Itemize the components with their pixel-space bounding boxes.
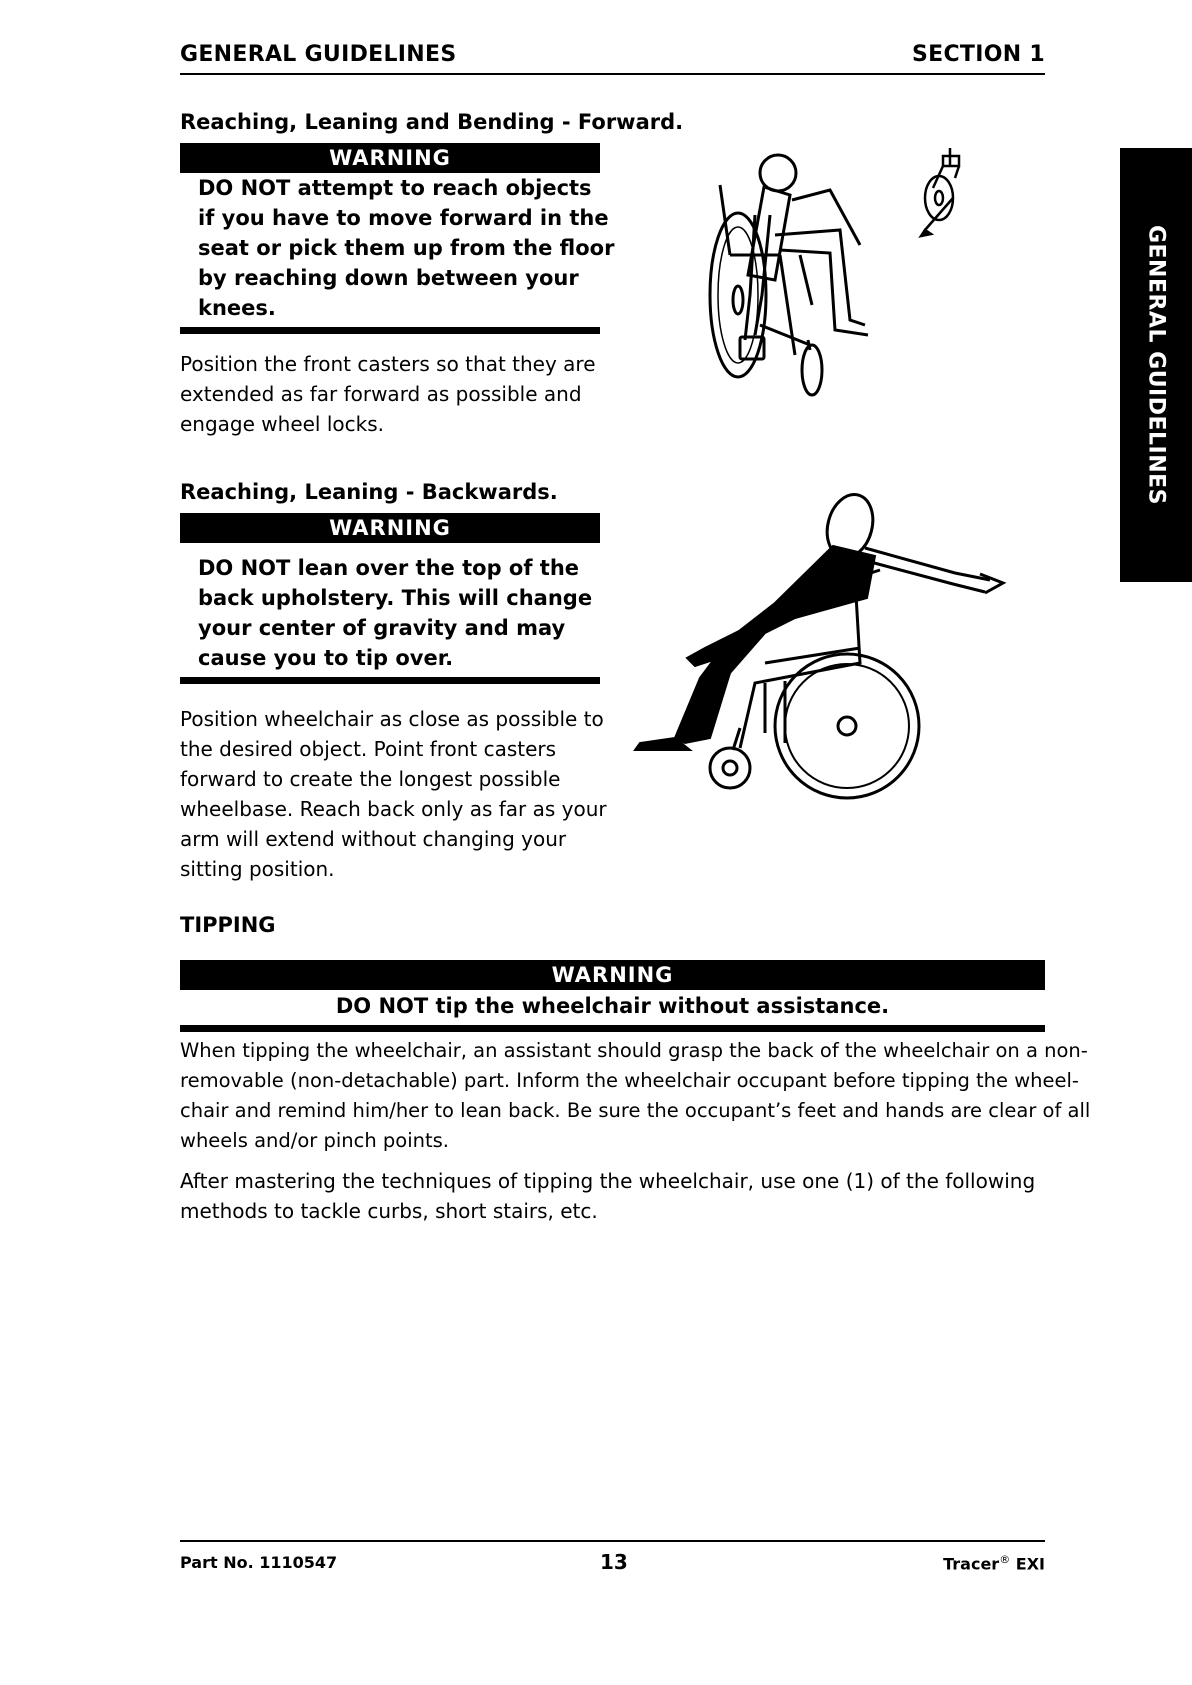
body-text-backwards xyxy=(180,704,607,884)
forward-reach-illustration xyxy=(700,145,900,405)
section-heading-forward: Reaching, Leaning and Bending - Forward. xyxy=(180,110,684,134)
product-name: Tracer xyxy=(943,1554,1000,1574)
warning-line: DO NOT lean over the top of the xyxy=(198,556,580,580)
warning-line: DO NOT attempt to reach objects xyxy=(198,176,592,200)
body-line: chair and remind him/her to lean back. Be sure the occupant’s feet and hands are clear of all xyxy=(180,1099,1091,1122)
warning-line: back upholstery. This will change xyxy=(198,586,593,610)
footer-product xyxy=(943,1553,1045,1573)
body-line: Position wheelchair as close as possible to xyxy=(180,707,604,731)
product-model: EXI xyxy=(1015,1554,1045,1574)
footer-part-number: Part No. 1110547 xyxy=(180,1553,338,1572)
body-line: Position the front casters so that they are xyxy=(180,352,596,376)
body-line: After mastering the techniques of tipping the wheelchair, use one (1) of the following xyxy=(180,1169,1036,1193)
body-line: arm will extend without changing your xyxy=(180,827,567,851)
body-line: When tipping the wheelchair, an assistant should grasp the back of the wheelchair on a non- xyxy=(180,1039,1088,1062)
warning-bar-backwards: WARNING xyxy=(180,513,600,543)
warning-bar-forward: WARNING xyxy=(180,143,600,173)
warning-line: knees. xyxy=(198,296,276,320)
warning-line: if you have to move forward in the xyxy=(198,206,609,230)
warning-line: your center of gravity and may xyxy=(198,616,566,640)
warning-text-forward xyxy=(198,173,614,323)
footer-rule xyxy=(180,1540,1045,1542)
tipping-heading: TIPPING xyxy=(180,913,276,937)
warning-line: seat or pick them up from the floor xyxy=(198,236,615,260)
side-tab-label: GENERAL GUIDELINES xyxy=(1143,224,1169,506)
side-tab xyxy=(1120,148,1192,582)
warning-text-backwards xyxy=(198,553,592,673)
body-line: removable (non-detachable) part. Inform the wheelchair occupant before tipping the wheel- xyxy=(180,1069,1079,1092)
tipping-paragraph-1 xyxy=(180,1036,1090,1156)
tipping-warning-rule xyxy=(180,1025,1045,1032)
tipping-warning-bar: WARNING xyxy=(180,960,1045,990)
warning-rule-backwards xyxy=(180,677,600,684)
body-line: extended as far forward as possible and xyxy=(180,382,582,406)
page-number: 13 xyxy=(600,1550,628,1574)
warning-rule-forward xyxy=(180,327,600,334)
registered-mark: ® xyxy=(999,1553,1011,1566)
tipping-paragraph-2 xyxy=(180,1166,1035,1226)
body-text-forward xyxy=(180,349,596,439)
tipping-warning-text: DO NOT tip the wheelchair without assistance. xyxy=(335,994,890,1018)
warning-line: by reaching down between your xyxy=(198,266,579,290)
header-left: GENERAL GUIDELINES xyxy=(180,42,457,67)
header-right: SECTION 1 xyxy=(912,42,1045,67)
section-heading-backwards: Reaching, Leaning - Backwards. xyxy=(180,480,558,504)
body-line: sitting position. xyxy=(180,857,335,881)
body-line: methods to tackle curbs, short stairs, etc. xyxy=(180,1199,598,1223)
warning-line: cause you to tip over. xyxy=(198,646,454,670)
body-line: wheels and/or pinch points. xyxy=(180,1129,450,1152)
body-line: forward to create the longest possible xyxy=(180,767,561,791)
backward-reach-illustration xyxy=(635,488,1010,808)
body-line: the desired object. Point front casters xyxy=(180,737,557,761)
header-rule xyxy=(180,73,1045,75)
body-line: engage wheel locks. xyxy=(180,412,384,436)
caster-detail-icon xyxy=(915,148,985,243)
body-line: wheelbase. Reach back only as far as your xyxy=(180,797,607,821)
